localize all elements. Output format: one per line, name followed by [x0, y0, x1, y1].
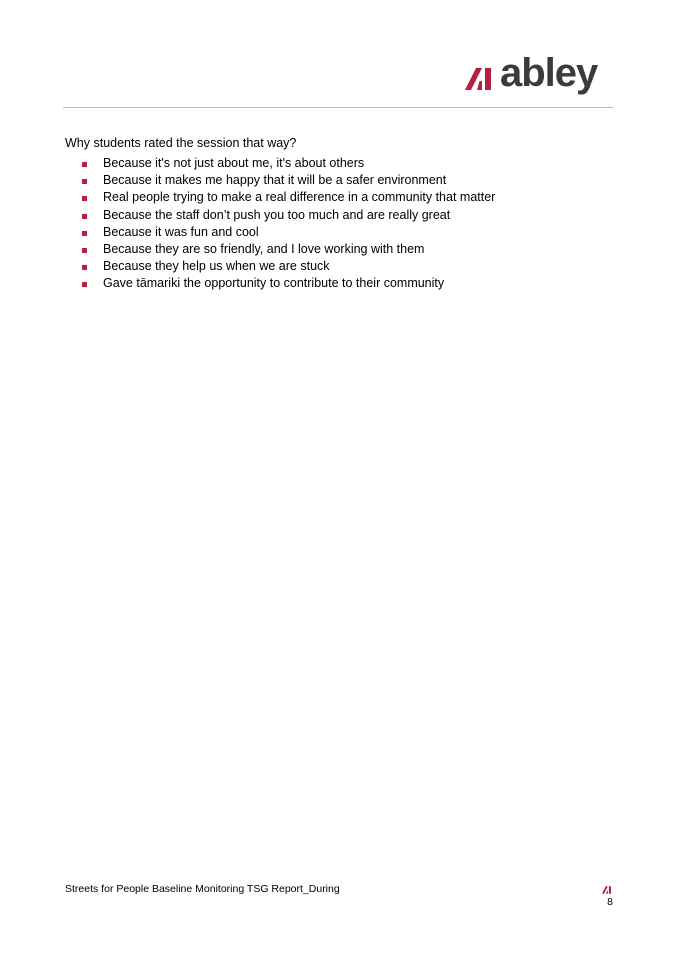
- list-item: [80, 189, 495, 206]
- section-question: Why students rated the session that way?: [65, 136, 297, 150]
- page-number: 8: [607, 896, 613, 908]
- list-item-text: Because the staff don’t push you too much and are really great: [103, 207, 451, 222]
- list-item-text: Because it's not just about me, it's about others: [103, 156, 365, 170]
- logo-wordmark: abley: [500, 51, 598, 95]
- list-item-text: Because it was fun and cool: [103, 224, 259, 239]
- abley-logo-mark-icon: [465, 68, 497, 90]
- bullet-square-icon: [82, 282, 87, 287]
- list-item: [80, 258, 495, 275]
- list-item: [80, 155, 495, 172]
- list-item-text: Because they are so friendly, and I love working with them: [103, 241, 425, 256]
- bullet-square-icon: [82, 248, 87, 253]
- list-item-text: Gave tāmariki the opportunity to contribute to their community: [103, 276, 445, 291]
- bullet-square-icon: [82, 214, 87, 219]
- bullet-square-icon: [82, 231, 87, 236]
- header-divider: [63, 107, 613, 108]
- abley-footer-mark-icon: [602, 886, 613, 894]
- bullet-square-icon: [82, 265, 87, 270]
- list-item: [80, 172, 495, 189]
- bullet-square-icon: [82, 196, 87, 201]
- list-item-text: Because they help us when we are stuck: [103, 259, 330, 274]
- abley-logo: [465, 51, 610, 98]
- list-item: [80, 241, 495, 258]
- footer-report-title: Streets for People Baseline Monitoring TSG Report_During: [65, 883, 340, 895]
- list-item: [80, 275, 495, 292]
- reasons-list: [80, 155, 495, 293]
- list-item-text: Because it makes me happy that it will be a safer environment: [103, 173, 447, 188]
- list-item-text: Real people trying to make a real difference in a community that matter: [103, 190, 496, 205]
- list-item: [80, 207, 495, 224]
- bullet-square-icon: [82, 179, 87, 184]
- list-item: [80, 224, 495, 241]
- bullet-square-icon: [82, 162, 87, 167]
